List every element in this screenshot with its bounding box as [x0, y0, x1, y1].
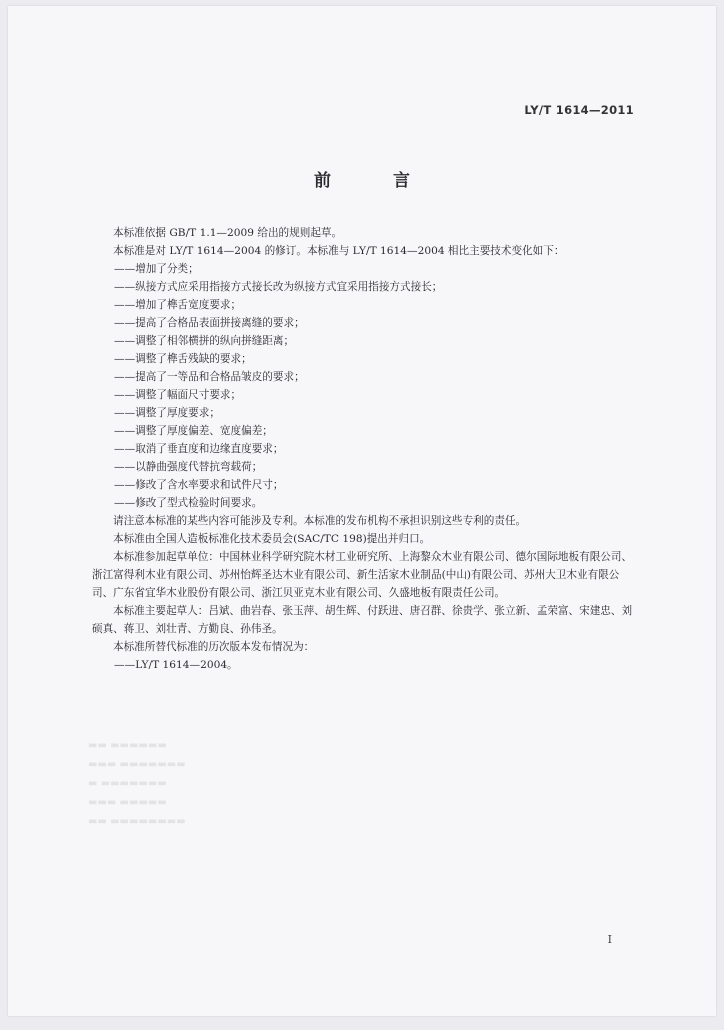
- paragraph-committee: 本标准由全国人造板标准化技术委员会(SAC/TC 198)提出并归口。: [113, 533, 431, 545]
- change-item: ——以静曲强度代替抗弯载荷；: [114, 461, 263, 473]
- paragraph-patent-notice: 请注意本标准的某些内容可能涉及专利。本标准的发布机构不承担识别这些专利的责任。: [113, 515, 527, 527]
- change-item: ——提高了合格品表面拼接离缝的要求；: [114, 317, 305, 329]
- change-item: ——纵接方式应采用指接方式接长改为纵接方式宜采用指接方式接长；: [114, 281, 443, 293]
- document-body: [92, 224, 638, 674]
- change-item: ——增加了榫舌宽度要求；: [114, 299, 242, 311]
- page-title: 前 言: [314, 171, 438, 191]
- paragraph-drafting-rule: 本标准依据 GB/T 1.1—2009 给出的规则起草。: [113, 227, 343, 239]
- paragraph-history-intro: 本标准所替代标准的历次版本发布情况为：: [113, 641, 315, 653]
- standard-code: LY/T 1614—2011: [524, 103, 634, 117]
- paragraph-drafting-units: 本标准参加起草单位：中国林业科学研究院木材工业研究所、上海黎众木业有限公司、德尔国际地板有限公司、浙江富得利木业有限公司、苏州怡辉圣达木业有限公司、新生活家木业制品(中山)有限公司、苏州大卫木业有限公司、广东省宜华木业股份有限公司、浙江贝亚克木业有限公司、久盛地板有限责任公司。: [92, 551, 633, 599]
- history-item: ——LY/T 1614—2004。: [114, 659, 238, 671]
- change-item: ——增加了分类；: [114, 263, 199, 275]
- change-item: ——调整了厚度偏差、宽度偏差；: [114, 425, 273, 437]
- change-item: ——取消了垂直度和边缘直度要求；: [114, 443, 284, 455]
- change-item: ——修改了型式检验时间要求。: [114, 497, 263, 509]
- document-page: [8, 6, 716, 1016]
- change-item: ——调整了幅面尺寸要求；: [114, 389, 242, 401]
- show-through-shadow: ▬▬ ▬▬▬▬▬▬ ▬▬▬ ▬▬▬▬▬▬▬ ▬ ▬▬▬▬▬▬▬ ▬▬▬ ▬▬▬▬▬ ▬▬ ▬▬▬▬▬▬▬▬: [88, 740, 186, 827]
- change-item: ——调整了相邻横拼的纵向拼缝距离；: [114, 335, 295, 347]
- paragraph-drafters: 本标准主要起草人：吕斌、曲岩春、张玉萍、胡生辉、付跃进、唐召群、徐贵学、张立新、孟荣富、宋建忠、刘硕真、蒋卫、刘壮青、方勤良、孙伟圣。: [92, 605, 633, 635]
- paragraph-revision-note: 本标准是对 LY/T 1614—2004 的修订。本标准与 LY/T 1614—2004 相比主要技术变化如下：: [113, 245, 565, 257]
- change-item: ——调整了榫舌残缺的要求；: [114, 353, 252, 365]
- change-item: ——提高了一等品和合格品皱皮的要求；: [114, 371, 305, 383]
- change-list: [92, 260, 638, 512]
- change-item: ——调整了厚度要求；: [114, 407, 220, 419]
- change-item: ——修改了含水率要求和试件尺寸；: [114, 479, 284, 491]
- page-number: I: [607, 933, 612, 946]
